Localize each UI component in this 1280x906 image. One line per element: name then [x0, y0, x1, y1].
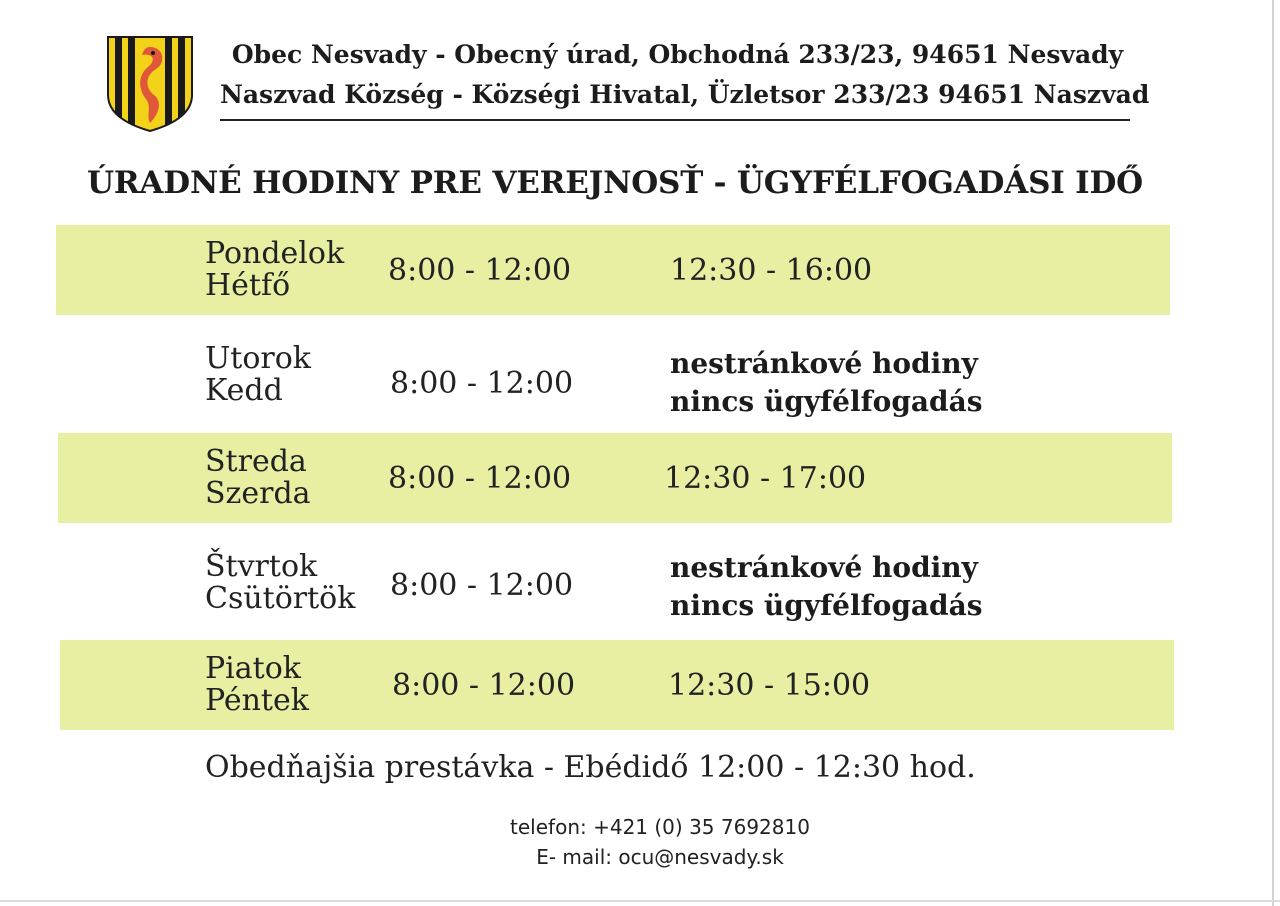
day-label	[205, 538, 355, 628]
closed-note	[670, 338, 983, 428]
closed-note-hu: nincs ügyfélfogadás	[670, 385, 983, 418]
contact-phone: telefon: +421 (0) 35 7692810	[510, 815, 810, 839]
closed-note	[670, 542, 983, 632]
paper-edge-bottom	[0, 900, 1280, 902]
day-name-hu: Szerda	[205, 476, 311, 511]
morning-hours: 8:00 - 12:00	[392, 667, 576, 703]
day-label	[205, 640, 309, 730]
afternoon-hours: 12:30 - 16:00	[670, 252, 873, 288]
closed-note-hu: nincs ügyfélfogadás	[670, 589, 983, 622]
schedule-row-friday	[60, 640, 1174, 730]
header-address-sk: Obec Nesvady - Obecný úrad, Obchodná 233/23, 94651 Nesvady	[231, 40, 1124, 69]
page-title: ÚRADNÉ HODINY PRE VEREJNOSŤ - ÜGYFÉLFOGADÁSI IDŐ	[87, 165, 1143, 201]
closed-note-sk: nestránkové hodiny	[670, 551, 978, 584]
header-divider	[220, 119, 1130, 121]
schedule-row-wednesday	[58, 433, 1172, 523]
header-address-hu: Naszvad Község - Községi Hivatal, Üzletsor 233/23 94651 Naszvad	[220, 80, 1150, 109]
day-name-hu: Csütörtök	[205, 581, 356, 616]
day-label	[205, 433, 311, 523]
day-name-sk: Piatok	[205, 651, 301, 686]
day-label	[205, 330, 311, 420]
afternoon-hours: 12:30 - 17:00	[664, 460, 867, 496]
day-name-hu: Péntek	[205, 683, 309, 718]
day-name-hu: Kedd	[205, 373, 283, 408]
schedule-row-monday	[56, 225, 1170, 315]
day-name-hu: Hétfő	[205, 268, 291, 303]
paper-edge-right	[1272, 0, 1274, 906]
contact-email: E- mail: ocu@nesvady.sk	[536, 845, 784, 869]
day-name-sk: Utorok	[205, 341, 311, 376]
morning-hours: 8:00 - 12:00	[388, 460, 572, 496]
afternoon-hours: 12:30 - 15:00	[668, 667, 871, 703]
coat-of-arms-icon	[106, 35, 194, 133]
lunch-break: Obedňajšia prestávka - Ebédidő 12:00 - 12:30 hod.	[205, 750, 976, 785]
day-name-sk: Štvrtok	[205, 549, 318, 584]
schedule-row-tuesday	[56, 330, 1170, 420]
morning-hours: 8:00 - 12:00	[390, 365, 574, 401]
day-label	[205, 225, 344, 315]
morning-hours: 8:00 - 12:00	[390, 567, 574, 603]
day-name-sk: Pondelok	[205, 236, 345, 271]
morning-hours: 8:00 - 12:00	[388, 252, 572, 288]
closed-note-sk: nestránkové hodiny	[670, 347, 978, 380]
day-name-sk: Streda	[205, 444, 307, 479]
schedule-row-thursday	[56, 538, 1170, 628]
